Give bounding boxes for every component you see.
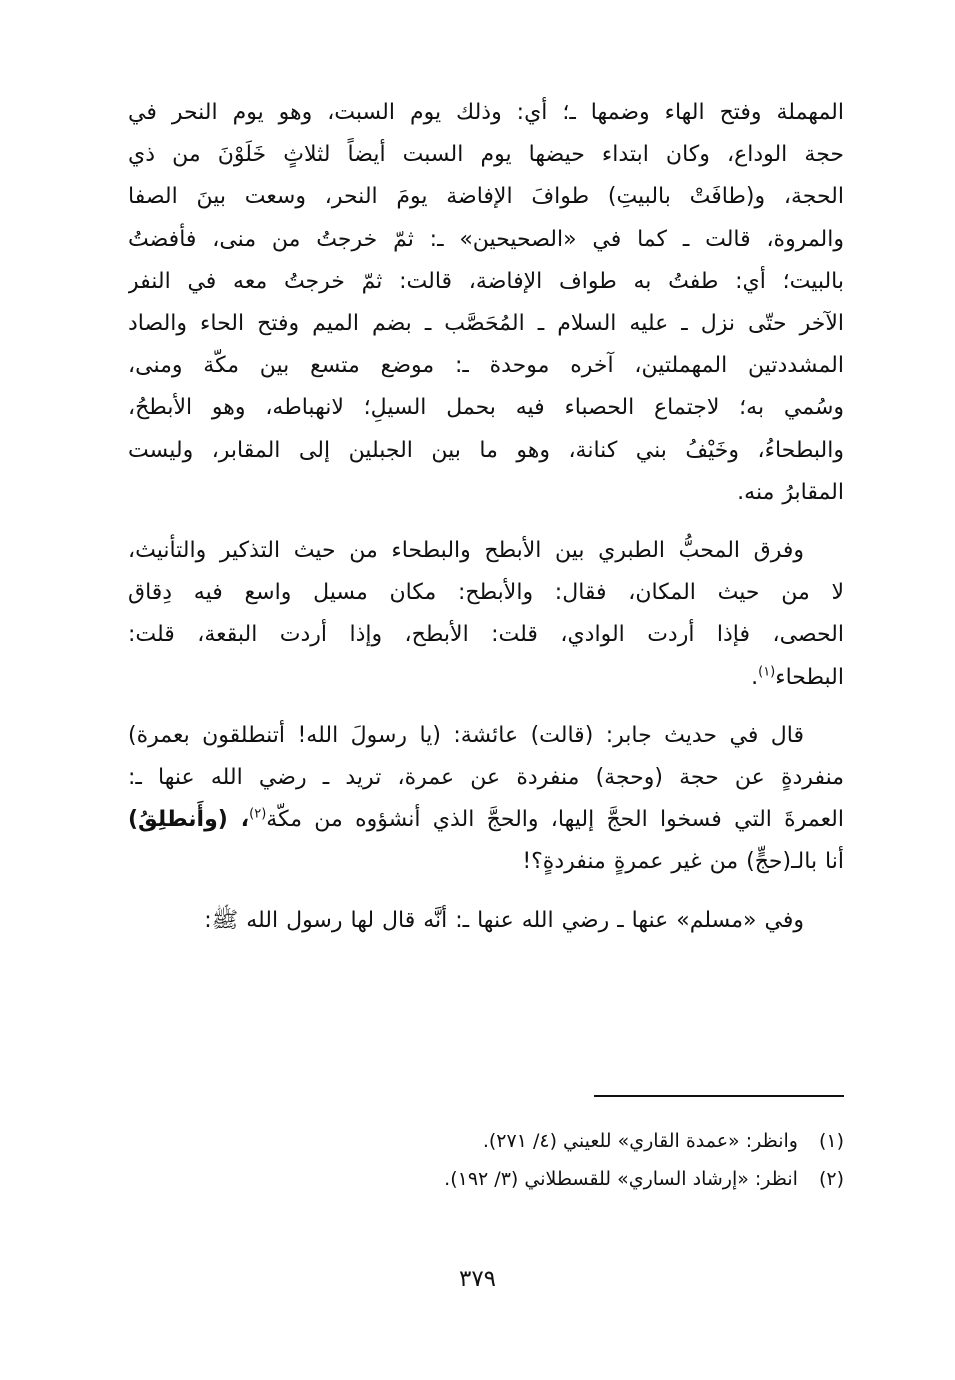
footnote-reference-2[interactable]: (٢)	[249, 806, 267, 822]
text-line: منفردةٍ عن حجة (وحجة) منفردة عن عمرة، تريد ـ رضي الله عنها ـ:	[128, 765, 844, 791]
footnote-reference-1[interactable]: (١)	[758, 664, 776, 680]
text-fragment: العمرةَ التي فسخوا الحجَّ إليها، والحجَّ الذي أنشؤوه من مكّة	[266, 807, 844, 833]
footnote-number: (٢)	[818, 1168, 844, 1190]
text-line: الحصى، فإذا أردت الوادي، قلت: الأبطح، وإذا أردت البقعة، قلت:	[128, 622, 844, 648]
text-fragment: ، (وأَنطلِقُ)	[128, 807, 250, 833]
text-line-with-footnote	[128, 657, 844, 699]
text-line: المهملة وفتح الهاء وضمها ـ؛ أي: وذلك يوم السبت، وهو يوم النحر في	[128, 100, 844, 125]
paragraph-3	[128, 715, 844, 884]
text-line: لا من حيث المكان، فقال: والأبطح: مكان مسيل واسع فيه دِقاق	[128, 580, 844, 606]
footnote-text: انظر: «إرشاد الساري» للقسطلاني (٣/ ١٩٢).	[444, 1168, 798, 1190]
text-line: المقابرُ منه.	[737, 479, 844, 505]
text-line: قال في حديث جابر: (قالت) عائشة: (يا رسولَ الله! أتنطلقون بعمرة)	[128, 722, 804, 748]
paragraph-4	[128, 900, 844, 942]
text-line: أنا بالـ(حجٍّ) من غير عمرةٍ منفردةٍ؟!	[522, 849, 844, 875]
footnote-separator	[594, 1095, 844, 1097]
footnotes	[128, 1122, 844, 1198]
text-line: وسُمي به؛ لاجتماع الحصباء فيه بحمل السيلِ؛ لانهباطه، وهو الأبطحُ،	[128, 395, 844, 421]
text-line: الحجة، و(طافَتْ بالبيتِ) طوافَ الإفاضة يومَ النحر، وسعت بينَ الصفا	[128, 184, 844, 210]
full-stop: .	[751, 664, 759, 690]
text-line-with-footnote	[128, 799, 844, 841]
text-line: الآخر حتّى نزل ـ عليه السلام ـ المُحَصَّب ـ بضم الميم وفتح الحاء والصاد	[128, 311, 844, 337]
text-line: وفرق المحبُّ الطبري بين الأبطح والبطحاء من حيث التذكير والتأنيث،	[128, 538, 804, 564]
text-line: المشددتين المهملتين، آخره موحدة ـ: موضع متسع بين مكّة ومنى،	[128, 353, 844, 379]
footnote-text: وانظر: «عمدة القاري» للعيني (٤/ ٢٧١).	[482, 1130, 798, 1152]
paragraph-2	[128, 530, 844, 699]
text-line: بالبيت؛ أي: طفتُ به طواف الإفاضة، قالت: ثمّ خرجتُ معه في النفر	[128, 268, 844, 294]
footnote-2	[128, 1160, 844, 1198]
text-line: حجة الوداع، وكان ابتداء حيضها يوم السبت أيضاً لثلاثٍ خَلَوْنَ من ذي	[128, 142, 844, 168]
page-body	[128, 92, 844, 942]
paragraph-1	[128, 92, 844, 514]
text-line: والمروة، قالت ـ كما في «الصحيحين» ـ: ثمّ خرجتُ من منى، فأفضتُ	[128, 226, 844, 252]
text-fragment: البطحاء	[775, 664, 844, 690]
page-number: ٣٧٩	[458, 1266, 497, 1292]
text-line: وفي «مسلم» عنها ـ رضي الله عنها ـ: أنَّه قال لها رسول الله ﷺ:	[204, 907, 804, 933]
footnote-1	[128, 1122, 844, 1160]
text-line: والبطحاءُ، وخَيْفُ بني كنانة، وهو ما بين الجبلين إلى المقابر، وليست	[128, 437, 844, 463]
footnote-number: (١)	[818, 1130, 844, 1152]
